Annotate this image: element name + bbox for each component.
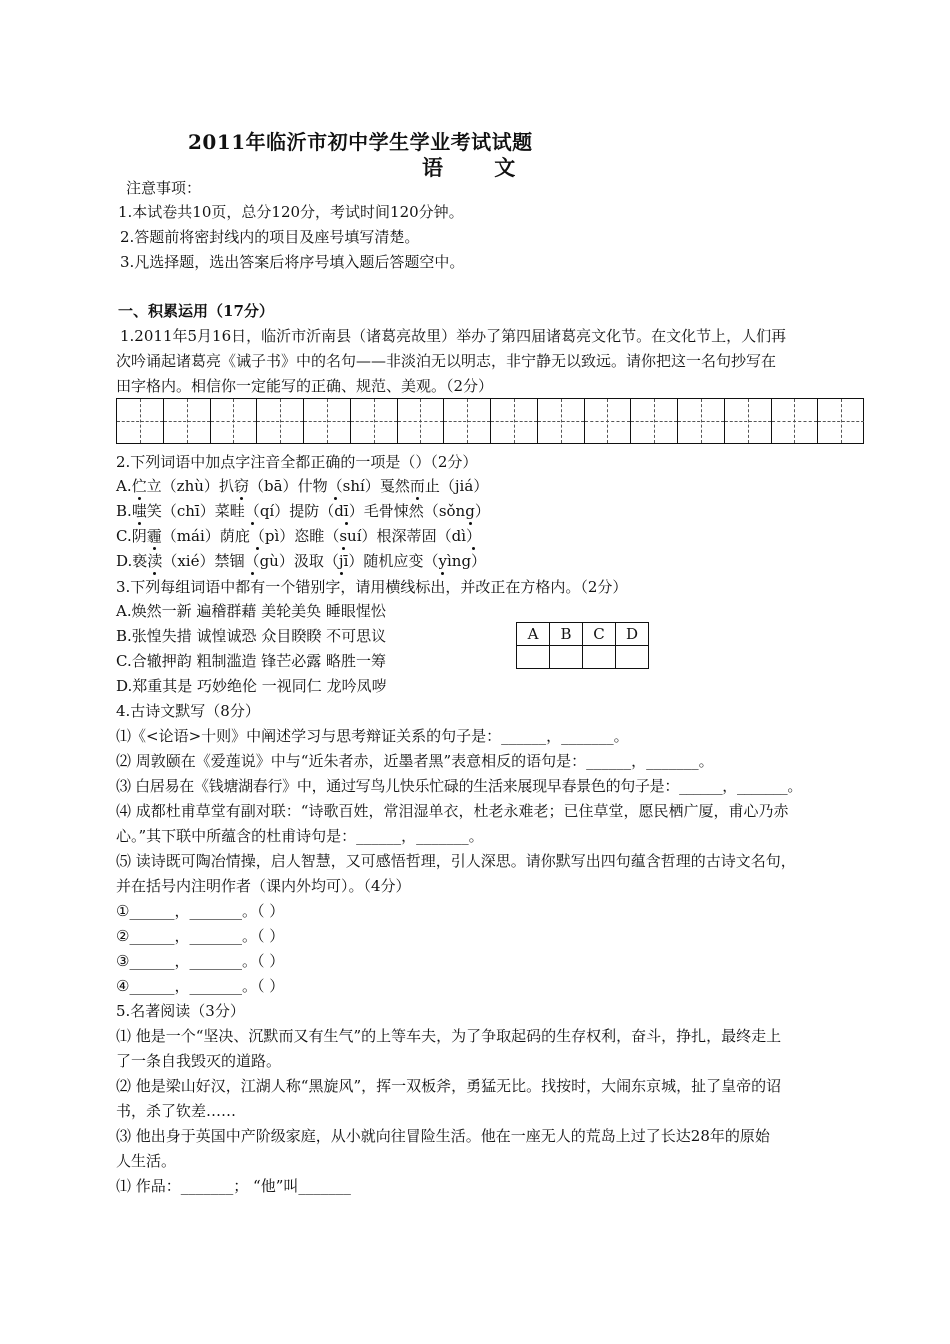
question-2-option-a[interactable]: A.伫立（zhù）扒窃（bā）什物（shí）戛然而止（jiá） (116, 477, 489, 495)
grid-cell[interactable] (351, 399, 398, 443)
grid-cell[interactable] (398, 399, 445, 443)
grid-cell[interactable] (772, 399, 819, 443)
answer-header-d: D (616, 623, 649, 646)
question-4-blank-line[interactable]: ④______，_______。（ ） (116, 977, 285, 995)
question-5-line: ⑶ 他出身于英国中产阶级家庭，从小就向往冒险生活。他在一座无人的荒岛上过了长达28年的原始 (116, 1127, 770, 1145)
question-4-line: ⑶ 白居易在《钱塘湖春行》中，通过写鸟儿快乐忙碌的生活来展现早春景色的句子是：______，_______。 (116, 777, 803, 795)
grid-cell[interactable] (257, 399, 304, 443)
notes-item: 1.本试卷共10页，总分120分，考试时间120分钟。 (118, 203, 464, 221)
grid-guide-vertical (467, 399, 468, 443)
question-3-option: B.张惶失措 诚惶诚恐 众目睽睽 不可思议 (116, 627, 387, 645)
answer-header-c: C (583, 623, 616, 646)
answer-cell-d[interactable] (616, 646, 649, 669)
question-5-heading: 5.名著阅读（3分） (116, 1002, 245, 1020)
grid-cell[interactable] (304, 399, 351, 443)
answer-header-b: B (550, 623, 583, 646)
question-3-option: C.合辙押韵 粗制滥造 锋芒必露 略胜一筹 (116, 652, 387, 670)
question-5-answer-line[interactable]: ⑴ 作品：_______； “他”叫_______ (116, 1177, 351, 1195)
grid-guide-vertical (187, 399, 188, 443)
answer-cell-a[interactable] (517, 646, 550, 669)
question-1-text: 次吟诵起诸葛亮《诫子书》中的名句——非淡泊无以明志，非宁静无以致远。请你把这一名句抄写在 (116, 352, 777, 370)
subject-title: 语 文 (422, 155, 538, 180)
question-5-line: 了一条自我毁灭的道路。 (116, 1052, 282, 1070)
question-2-option-c[interactable]: C.阴霾（mái）荫庇（pì）恣睢（suí）根深蒂固（dì） (116, 527, 482, 545)
notes-item: 3.凡选择题，选出答案后将序号填入题后答题空中。 (120, 253, 465, 271)
grid-guide-vertical (607, 399, 608, 443)
question-3-option: A.焕然一新 遍稽群藉 美轮美奂 睡眼惺忪 (116, 602, 386, 620)
question-3-answer-table (516, 622, 649, 669)
grid-cell[interactable] (164, 399, 211, 443)
question-4-heading: 4.古诗文默写（8分） (116, 702, 260, 720)
grid-guide-vertical (374, 399, 375, 443)
grid-guide-vertical (654, 399, 655, 443)
grid-guide-vertical (748, 399, 749, 443)
question-4-blank-line[interactable]: ③______，_______。（ ） (116, 952, 285, 970)
grid-guide-vertical (561, 399, 562, 443)
notes-heading: 注意事项： (126, 179, 202, 197)
grid-guide-vertical (794, 399, 795, 443)
grid-guide-vertical (140, 399, 141, 443)
grid-cell[interactable] (211, 399, 258, 443)
grid-guide-vertical (841, 399, 842, 443)
question-5-line: 书，杀了钦差…… (116, 1102, 237, 1120)
grid-cell[interactable] (444, 399, 491, 443)
notes-item: 2.答题前将密封线内的项目及座号填写清楚。 (120, 228, 420, 246)
question-1-text: 田字格内。相信你一定能写的正确、规范、美观。（2分） (116, 377, 494, 395)
question-1-text: 1.2011年5月16日，临沂市沂南县（诸葛亮故里）举办了第四届诸葛亮文化节。在文化节上，人们再 (120, 327, 787, 345)
section-heading: 一、积累运用（17分） (118, 302, 274, 320)
grid-cell[interactable] (818, 399, 864, 443)
grid-guide-vertical (233, 399, 234, 443)
question-4-line: ⑵ 周敦颐在《爱莲说》中与“近朱者赤，近墨者黑”表意相反的语句是：______，_______。 (116, 752, 714, 770)
question-4-line: ⑴《<论语>十则》中阐述学习与思考辩证关系的句子是：______，_______。 (116, 727, 629, 745)
question-5-line: 人生活。 (116, 1152, 177, 1170)
grid-guide-vertical (514, 399, 515, 443)
grid-guide-vertical (327, 399, 328, 443)
question-4-line: ⑸ 读诗既可陶冶情操，启人智慧，又可感悟哲理，引人深思。请你默写出四句蕴含哲理的古诗文名句， (116, 852, 796, 870)
question-3-stem: 3.下列每组词语中都有一个错别字，请用横线标出，并改正在方格内。（2分） (116, 578, 628, 596)
grid-cell[interactable] (678, 399, 725, 443)
question-3-option: D.郑重其是 巧妙绝伦 一视同仁 龙吟凤哕 (116, 677, 387, 695)
question-5-line: ⑵ 他是梁山好汉，江湖人称“黑旋风”，挥一双板斧，勇猛无比。找按时，大闹东京城，扯了皇帝的诏 (116, 1077, 782, 1095)
question-4-line: 并在括号内注明作者（课内外均可）。（4分） (116, 877, 411, 895)
question-2-option-b[interactable]: B.嗤笑（chī）菜畦（qí）提防（dī）毛骨悚然（sǒng） (116, 502, 490, 520)
question-4-line: 心。”其下联中所蕴含的杜甫诗句是：______，_______。 (116, 827, 484, 845)
tianzige-writing-grid[interactable] (116, 398, 864, 444)
grid-guide-vertical (280, 399, 281, 443)
answer-header-a: A (517, 623, 550, 646)
grid-cell[interactable] (725, 399, 772, 443)
grid-cell[interactable] (117, 399, 164, 443)
question-4-blank-line[interactable]: ①______，_______。（ ） (116, 902, 285, 920)
question-5-line: ⑴ 他是一个“坚决、沉默而又有生气”的上等车夫，为了争取起码的生存权利，奋斗，挣扎，最终走上 (116, 1027, 782, 1045)
answer-cell-b[interactable] (550, 646, 583, 669)
answer-cell-c[interactable] (583, 646, 616, 669)
grid-guide-vertical (420, 399, 421, 443)
question-2-option-d[interactable]: D.亵渎（xié）禁锢（gù）汲取（jī）随机应变（yìng） (116, 552, 487, 570)
grid-cell[interactable] (538, 399, 585, 443)
exam-title: 2011年临沂市初中学生学业考试试题 (188, 130, 533, 154)
grid-cell[interactable] (491, 399, 538, 443)
grid-guide-vertical (701, 399, 702, 443)
question-4-line: ⑷ 成都杜甫草堂有副对联：“诗歌百姓，常泪湿单衣，杜老永难老；已住草堂，愿民栖广厦，甫心乃赤 (116, 802, 789, 820)
question-2-stem: 2.下列词语中加点字注音全都正确的一项是（）（2分） (116, 453, 478, 471)
grid-cell[interactable] (631, 399, 678, 443)
question-4-blank-line[interactable]: ②______，_______。（ ） (116, 927, 285, 945)
grid-cell[interactable] (585, 399, 632, 443)
